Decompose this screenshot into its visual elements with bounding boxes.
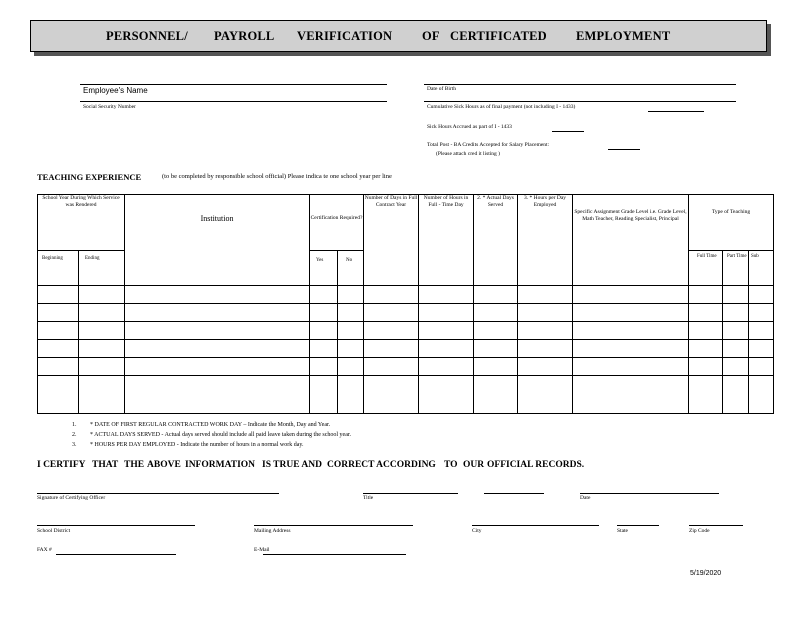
certify-word: TO bbox=[444, 460, 458, 470]
hours-per-day-header: 3. * Hours per Day Employed bbox=[518, 195, 573, 286]
title-word: PAYROLL bbox=[214, 29, 275, 43]
footnote-text: * HOURS PER DAY EMPLOYED - Indicate the number of hours in a normal work day. bbox=[90, 442, 304, 448]
table-row[interactable] bbox=[38, 340, 774, 358]
mailing-line[interactable] bbox=[254, 525, 413, 526]
table-row[interactable] bbox=[38, 322, 774, 340]
certify-word: THE bbox=[124, 460, 145, 470]
table-row[interactable] bbox=[38, 358, 774, 376]
mailing-label: Mailing Address bbox=[254, 528, 291, 534]
cumulative-input[interactable] bbox=[648, 111, 704, 112]
specific-assignment-header: Specific Assignment Grade Level i.e. Grade Level, Math Teacher, Reading Specialist, Principal bbox=[573, 195, 689, 286]
table-row[interactable] bbox=[38, 286, 774, 304]
type-teaching-header: Type of Teaching bbox=[689, 195, 774, 251]
certify-word: CORRECT ACCORDING bbox=[327, 460, 436, 470]
sick-hours-input[interactable] bbox=[552, 131, 584, 132]
zip-label: Zip Code bbox=[689, 528, 710, 534]
ssn-line[interactable] bbox=[80, 101, 387, 102]
title-bar bbox=[30, 20, 767, 52]
email-line[interactable] bbox=[263, 554, 406, 555]
please-attach-label: (Please attach cred it listing ) bbox=[436, 151, 500, 157]
district-label: School District bbox=[37, 528, 71, 534]
state-label: State bbox=[617, 528, 628, 534]
institution-header: Institution bbox=[125, 195, 310, 286]
ssn-label: Social Security Number bbox=[83, 104, 136, 110]
zip-line[interactable] bbox=[689, 525, 743, 526]
table-row[interactable] bbox=[38, 304, 774, 322]
dob-label: Date of Birth bbox=[427, 86, 457, 92]
city-line[interactable] bbox=[472, 525, 599, 526]
certify-word: INFORMATION bbox=[185, 460, 256, 470]
certify-word: IS TRUE AND bbox=[262, 460, 323, 470]
title-word: CERTIFICATED bbox=[450, 29, 547, 43]
employee-name-line[interactable] bbox=[80, 84, 387, 85]
footnote-text: * DATE OF FIRST REGULAR CONTRACTED WORK DAY – Indicate the Month, Day and Year. bbox=[90, 422, 331, 428]
teaching-experience-heading: TEACHING EXPERIENCE bbox=[37, 172, 142, 182]
certify-word: I CERTIFY bbox=[37, 460, 86, 470]
total-post-label: Total Post - BA Credits Accepted for Salary Placement: bbox=[427, 142, 550, 148]
ending-header: Ending bbox=[79, 251, 125, 286]
certify-word: THAT bbox=[92, 460, 119, 470]
title-word: VERIFICATION bbox=[297, 29, 393, 43]
title-label: Title bbox=[363, 495, 374, 501]
title-line-2[interactable] bbox=[484, 493, 544, 494]
part-time-header: Part Time bbox=[723, 251, 749, 286]
form-date: 5/19/2020 bbox=[690, 570, 722, 577]
days-full-header: Number of Days in Full Contract Year bbox=[364, 195, 419, 286]
date-line[interactable] bbox=[580, 493, 719, 494]
title-word: OF bbox=[422, 29, 440, 43]
sub-header: Sub bbox=[749, 251, 774, 286]
footnote-num: 3. bbox=[72, 442, 77, 448]
fax-line[interactable] bbox=[56, 554, 176, 555]
signature-line[interactable] bbox=[37, 493, 279, 494]
footnote-num: 1. bbox=[72, 422, 77, 428]
certification-header: Certification Required? bbox=[310, 195, 364, 251]
yes-header: Yes bbox=[310, 251, 338, 286]
hours-full-header: Number of Hours in Full - Time Day bbox=[419, 195, 474, 286]
actual-days-header: 2. * Actual Days Served bbox=[474, 195, 518, 286]
certify-word: ABOVE bbox=[147, 460, 181, 470]
full-time-header: Full Time bbox=[689, 251, 723, 286]
city-label: City bbox=[472, 528, 482, 534]
school-year-header: School Year During Which Service was Rendered bbox=[38, 195, 125, 251]
email-label: E-Mail bbox=[254, 547, 270, 553]
fax-label: FAX # bbox=[37, 547, 52, 553]
district-line[interactable] bbox=[37, 525, 195, 526]
date-label: Date bbox=[580, 495, 591, 501]
cumulative-label: Cumulative Sick Hours as of final payment (not including I - 1433) bbox=[427, 104, 576, 110]
title-word: EMPLOYMENT bbox=[576, 29, 671, 43]
table-row[interactable] bbox=[38, 376, 774, 414]
beginning-header: Beginning bbox=[38, 251, 79, 286]
employee-name-label: Employee's Name bbox=[83, 86, 148, 95]
footnote-num: 2. bbox=[72, 432, 77, 438]
cumulative-line[interactable] bbox=[424, 101, 736, 102]
title-word: PERSONNEL/ bbox=[106, 29, 188, 43]
certify-word: OUR bbox=[463, 460, 485, 470]
state-line[interactable] bbox=[617, 525, 659, 526]
total-post-input[interactable] bbox=[608, 149, 640, 150]
title-line[interactable] bbox=[363, 493, 458, 494]
certify-word: OFFICIAL RECORDS. bbox=[487, 460, 585, 470]
signature-label: Signature of Certifying Officer bbox=[37, 495, 106, 501]
teaching-note: (to be completed by responsible school official) Please indica te one school year per line bbox=[162, 173, 392, 180]
teaching-experience-table bbox=[37, 194, 774, 414]
dob-line[interactable] bbox=[424, 84, 736, 85]
sick-hours-label: Sick Hours Accrued as part of I - 1433 bbox=[427, 124, 512, 130]
no-header: No bbox=[338, 251, 364, 286]
footnote-text: * ACTUAL DAYS SERVED - Actual days served should include all paid leave taken during the school year. bbox=[90, 432, 352, 438]
